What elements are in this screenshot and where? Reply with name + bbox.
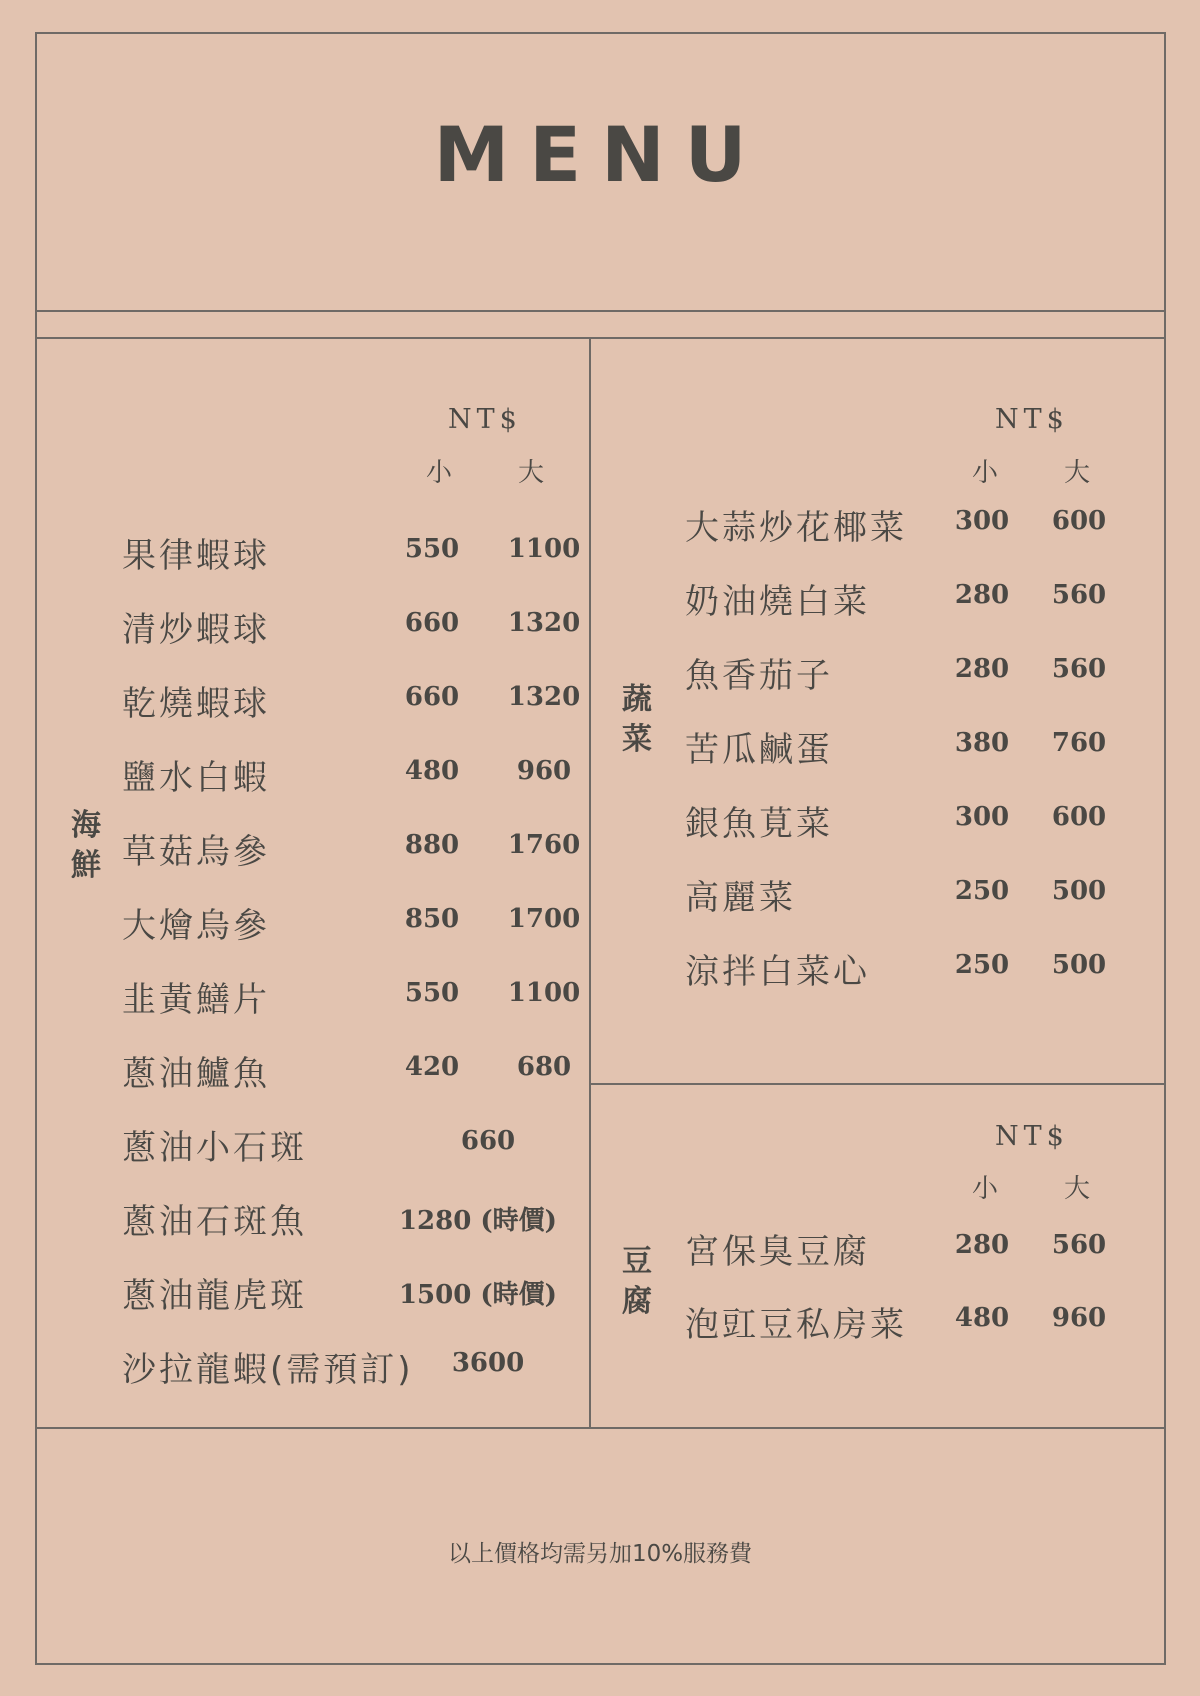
menu-item-price-small: 480 xyxy=(954,1303,1010,1333)
menu-item-price: 3600 xyxy=(451,1348,525,1378)
menu-item xyxy=(122,528,589,578)
menu-item-price-small: 250 xyxy=(954,876,1010,906)
tofu-large-label: 大 xyxy=(1064,1174,1091,1204)
tofu-small-label: 小 xyxy=(972,1174,999,1204)
menu-item-price-large: 600 xyxy=(1051,802,1107,832)
service-charge-note: 以上價格均需另加10%服務費 xyxy=(447,1541,753,1567)
vegetable-tofu-divider xyxy=(590,1083,1166,1085)
menu-item-price-small: 660 xyxy=(404,608,460,638)
menu-item xyxy=(685,1297,1124,1347)
menu-item-price-small: 250 xyxy=(954,950,1010,980)
seafood-category-label: 海 鮮 xyxy=(71,808,101,883)
menu-item-price-large: 680 xyxy=(516,1052,572,1082)
footer-divider xyxy=(36,1427,1164,1429)
column-divider xyxy=(589,338,591,1428)
menu-item xyxy=(685,648,1124,698)
menu-item-price: 660 xyxy=(460,1126,516,1156)
seafood-currency-label: NT$ xyxy=(448,404,522,435)
menu-item-name: 高麗菜 xyxy=(685,878,796,918)
menu-item-name: 沙拉龍蝦(需預訂) xyxy=(122,1350,414,1390)
menu-item-price-small: 280 xyxy=(954,580,1010,610)
menu-item-name: 涼拌白菜心 xyxy=(685,952,870,992)
menu-item-price-large: 960 xyxy=(516,756,572,786)
menu-item-name: 宮保臭豆腐 xyxy=(685,1232,870,1272)
menu-item-price-large: 500 xyxy=(1051,950,1107,980)
menu-item-price-large: 1320 xyxy=(507,608,581,638)
vegetable-currency-label: NT$ xyxy=(995,404,1069,435)
menu-item-name: 大燴烏參 xyxy=(122,906,270,946)
menu-item-name: 蔥油鱸魚 xyxy=(122,1054,270,1094)
menu-item-price-small: 550 xyxy=(404,978,460,1008)
menu-item-price: 1500 (時價) xyxy=(398,1280,557,1310)
menu-item xyxy=(122,1268,589,1318)
menu-item xyxy=(685,574,1124,624)
menu-item xyxy=(685,944,1124,994)
menu-item xyxy=(685,1224,1124,1274)
vegetable-small-label: 小 xyxy=(972,458,999,488)
menu-item-price-large: 500 xyxy=(1051,876,1107,906)
menu-item-name: 清炒蝦球 xyxy=(122,610,270,650)
menu-item-name: 蔥油石斑魚 xyxy=(122,1202,307,1242)
menu-item-name: 鹽水白蝦 xyxy=(122,758,270,798)
page-title: MENU xyxy=(433,110,767,199)
menu-item-price-large: 1320 xyxy=(507,682,581,712)
menu-item-name: 蔥油小石斑 xyxy=(122,1128,307,1168)
menu-item-price-large: 560 xyxy=(1051,1230,1107,1260)
menu-item-price-small: 660 xyxy=(404,682,460,712)
menu-item-price-small: 550 xyxy=(404,534,460,564)
vegetable-category-label: 蔬 菜 xyxy=(622,682,652,757)
menu-item-name: 銀魚莧菜 xyxy=(685,804,833,844)
menu-item xyxy=(122,750,589,800)
tofu-category-label: 豆 腐 xyxy=(622,1244,652,1319)
menu-item-price-large: 560 xyxy=(1051,654,1107,684)
menu-item-price-small: 420 xyxy=(404,1052,460,1082)
vegetable-large-label: 大 xyxy=(1064,458,1091,488)
menu-item xyxy=(122,602,589,652)
menu-item-name: 草菇烏參 xyxy=(122,832,270,872)
menu-item-price: 1280 (時價) xyxy=(398,1206,557,1236)
seafood-small-label: 小 xyxy=(426,458,453,488)
menu-item-price-small: 380 xyxy=(954,728,1010,758)
menu-item xyxy=(685,500,1124,550)
menu-item-price-large: 1100 xyxy=(507,978,581,1008)
menu-item xyxy=(122,1194,589,1244)
menu-item-name: 奶油燒白菜 xyxy=(685,582,870,622)
menu-item xyxy=(122,1046,589,1096)
menu-item-name: 苦瓜鹹蛋 xyxy=(685,730,833,770)
header-divider-2 xyxy=(36,337,1164,339)
menu-item-name: 乾燒蝦球 xyxy=(122,684,270,724)
menu-item xyxy=(122,1120,589,1170)
menu-item-price-small: 880 xyxy=(404,830,460,860)
menu-item-name: 魚香茄子 xyxy=(685,656,833,696)
header-divider xyxy=(36,310,1164,312)
menu-item-name: 大蒜炒花椰菜 xyxy=(685,508,907,548)
menu-item xyxy=(122,972,589,1022)
menu-item-price-small: 300 xyxy=(954,506,1010,536)
tofu-currency-label: NT$ xyxy=(995,1121,1069,1152)
menu-item-price-large: 1100 xyxy=(507,534,581,564)
menu-item-name: 韭黃鱔片 xyxy=(122,980,270,1020)
menu-item-price-small: 850 xyxy=(404,904,460,934)
menu-item-price-small: 480 xyxy=(404,756,460,786)
menu-item xyxy=(685,796,1124,846)
menu-item-price-large: 1700 xyxy=(507,904,581,934)
menu-item-price-large: 560 xyxy=(1051,580,1107,610)
menu-item-price-large: 760 xyxy=(1051,728,1107,758)
menu-item-name: 果律蝦球 xyxy=(122,536,270,576)
menu-item-price-large: 960 xyxy=(1051,1303,1107,1333)
menu-item-price-small: 280 xyxy=(954,1230,1010,1260)
seafood-large-label: 大 xyxy=(518,458,545,488)
menu-item xyxy=(122,898,589,948)
menu-item-price-small: 300 xyxy=(954,802,1010,832)
menu-item-price-large: 1760 xyxy=(507,830,581,860)
menu-item-price-large: 600 xyxy=(1051,506,1107,536)
menu-item xyxy=(685,722,1124,772)
menu-item-price-small: 280 xyxy=(954,654,1010,684)
menu-item xyxy=(122,676,589,726)
menu-item-name: 蔥油龍虎斑 xyxy=(122,1276,307,1316)
menu-item xyxy=(122,824,589,874)
menu-item xyxy=(685,870,1124,920)
menu-item xyxy=(122,1342,589,1392)
menu-item-name: 泡豇豆私房菜 xyxy=(685,1305,907,1345)
